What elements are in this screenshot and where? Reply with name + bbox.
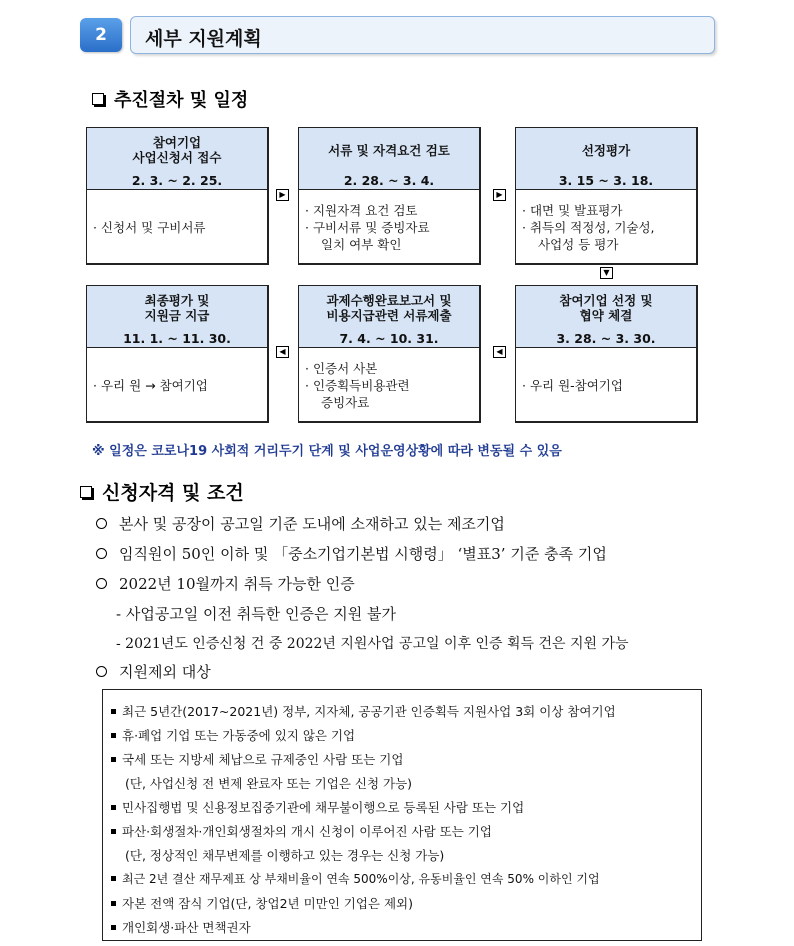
process-step-5: 과제수행완료보고서 및 비용지급관련 서류제출 7. 4. ~ 10. 31. · 인증서 사본 · 인증획득비용관련 증빙자료: [298, 285, 481, 423]
section-number-badge: 2: [80, 18, 122, 52]
step-date: 2. 3. ~ 2. 25.: [87, 172, 267, 190]
eligibility-subitem: - 사업공고일 이전 취득한 인증은 지원 불가: [116, 605, 397, 623]
square-bullet-icon: [111, 733, 116, 738]
square-bullet-icon: [111, 829, 116, 834]
process-step-1: 참여기업 사업신청서 접수 2. 3. ~ 2. 25. · 신청서 및 구비서류: [86, 127, 269, 265]
checkbox-square-icon: [80, 486, 92, 498]
step-date: 3. 15 ~ 3. 18.: [516, 172, 696, 190]
circle-bullet-icon: [96, 518, 107, 529]
exclusion-note: (단, 정상적인 채무변제를 이행하고 있는 경우는 신청 가능): [125, 848, 445, 863]
circle-bullet-icon: [96, 666, 107, 677]
eligibility-heading: 신청자격 및 조건: [80, 478, 244, 505]
square-bullet-icon: [111, 757, 116, 762]
exclusion-item: 최근 2년 결산 재무제표 상 부채비율이 연속 500%이상, 유동비율인 연속 50% 이하인 기업: [111, 870, 600, 887]
circle-bullet-icon: [96, 548, 107, 559]
square-bullet-icon: [111, 805, 116, 810]
exclusion-item: 민사집행법 및 신용정보집중기관에 채무불이행으로 등록된 사람 또는 기업: [111, 798, 524, 816]
exclusion-item: 개인회생·파산 면책권자: [111, 918, 251, 936]
eligibility-item: 본사 및 공장이 공고일 기준 도내에 소재하고 있는 제조기업: [96, 513, 505, 534]
schedule-note: ※ 일정은 코로나19 사회적 거리두기 단계 및 사업운영상황에 따라 변동될 수 있음: [92, 444, 562, 459]
step-date: 3. 28. ~ 3. 30.: [516, 330, 696, 348]
section-title: 세부 지원계획: [145, 28, 262, 50]
process-step-4: 참여기업 선정 및 협약 체결 3. 28. ~ 3. 30. · 우리 원-참여기업: [515, 285, 698, 423]
exclusion-box: [102, 689, 702, 941]
square-bullet-icon: [111, 901, 116, 906]
arrow-left-icon: ◀: [276, 346, 289, 358]
process-step-3: 선정평가 3. 15 ~ 3. 18. · 대면 및 발표평가 · 취득의 적정성, 기술성, 사업성 등 평가: [515, 127, 698, 265]
step-date: 7. 4. ~ 10. 31.: [299, 330, 479, 348]
exclusion-item: 자본 전액 잠식 기업(단, 창업2년 미만인 기업은 제외): [111, 894, 413, 912]
step-date: 11. 1. ~ 11. 30.: [87, 330, 267, 348]
square-bullet-icon: [111, 876, 116, 881]
circle-bullet-icon: [96, 578, 107, 589]
eligibility-item: 2022년 10월까지 취득 가능한 인증: [96, 573, 355, 594]
exclusion-item: 휴·폐업 기업 또는 가동중에 있지 않은 기업: [111, 726, 355, 744]
arrow-down-icon: ▼: [600, 267, 613, 279]
eligibility-item: 지원제외 대상: [96, 661, 211, 682]
arrow-right-icon: ▶: [493, 189, 506, 201]
exclusion-item: 최근 5년간(2017~2021년) 정부, 지자체, 공공기관 인증획득 지원사업 3회 이상 참여기업: [111, 702, 616, 720]
process-step-2: 서류 및 자격요건 검토 2. 28. ~ 3. 4. · 지원자격 요건 검토 · 구비서류 및 증빙자료 일치 여부 확인: [298, 127, 481, 265]
section-header: [80, 16, 715, 54]
process-heading: 추진절차 및 일정: [92, 86, 248, 112]
checkbox-square-icon: [92, 93, 104, 105]
section-title-box: [130, 16, 715, 54]
step-date: 2. 28. ~ 3. 4.: [299, 172, 479, 190]
square-bullet-icon: [111, 925, 116, 930]
exclusion-note: (단, 사업신청 전 변제 완료자 또는 기업은 신청 가능): [125, 776, 413, 791]
arrow-left-icon: ◀: [493, 346, 506, 358]
exclusion-item: 국세 또는 지방세 체납으로 규제중인 사람 또는 기업: [111, 750, 403, 768]
square-bullet-icon: [111, 709, 116, 714]
arrow-right-icon: ▶: [276, 189, 289, 201]
eligibility-subitem: - 2021년도 인증신청 건 중 2022년 지원사업 공고일 이후 인증 획득 건은 지원 가능: [116, 636, 629, 652]
eligibility-item: 임직원이 50인 이하 및 「중소기업기본법 시행령」 ‘별표3’ 기준 충족 기업: [96, 543, 607, 564]
process-step-6: 최종평가 및 지원금 지급 11. 1. ~ 11. 30. · 우리 원 → 참여기업: [86, 285, 269, 423]
exclusion-item: 파산·회생절차·개인회생절차의 개시 신청이 이루어진 사람 또는 기업: [111, 822, 492, 840]
